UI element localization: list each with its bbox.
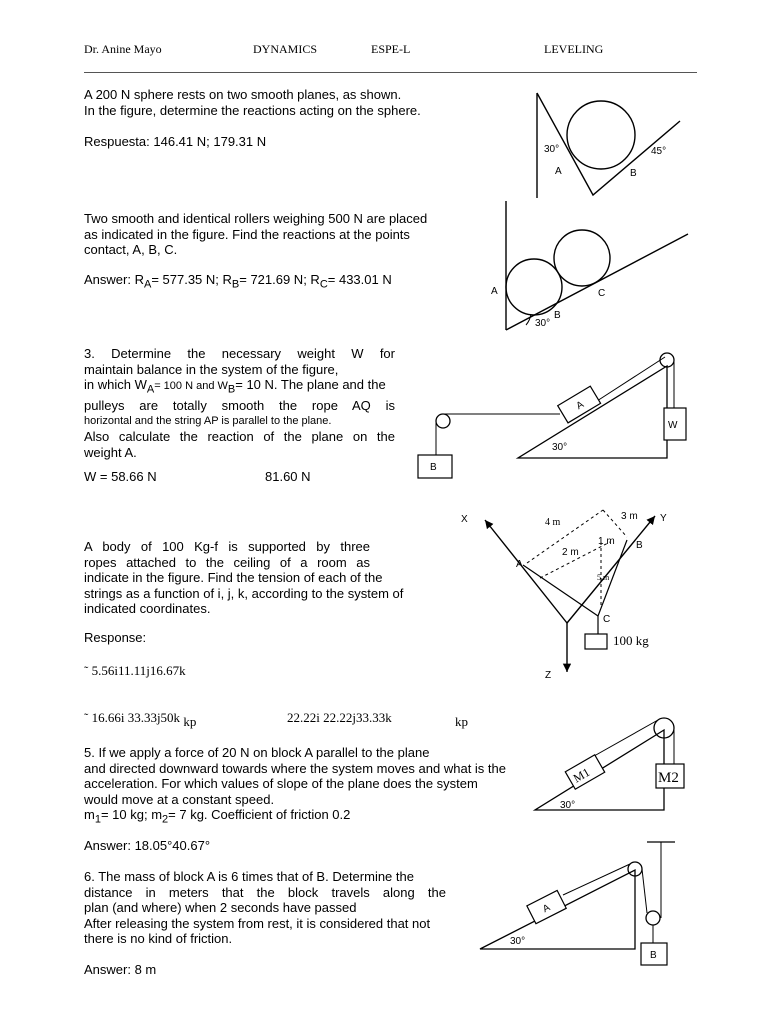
fig4-point-c: C — [603, 614, 611, 625]
problem-1-answer: Respuesta: 146.41 N; 179.31 N — [84, 134, 267, 149]
problem-2-text: Two smooth and identical rollers weighing 500 N are placed as indicated in the figure. Find the reactions at the points contact, A, B, C. — [84, 211, 428, 257]
problem-4-figure — [455, 500, 695, 685]
fig2-label-a: A — [491, 286, 498, 297]
fig4-mass-label: 100 kg — [613, 633, 649, 648]
fig4-dim-5m: 5 m — [597, 573, 610, 582]
problem-5-figure — [530, 712, 700, 817]
fig5-block-m2: M2 — [658, 770, 679, 786]
fig4-point-a: A — [516, 559, 523, 570]
problem-4-response-label: Response: — [84, 630, 147, 645]
fig6-angle: 30° — [510, 936, 526, 947]
problem-1-text: A 200 N sphere rests on two smooth planes, as shown. In the figure, determine the reactions acting on the sphere. — [84, 87, 421, 118]
header-author: Dr. Anine Mayo — [84, 42, 162, 56]
header-course: DYNAMICS — [253, 42, 318, 56]
fig4-dim-1m: 1 m — [598, 536, 615, 547]
problem-3-answer-w: W = 58.66 N — [84, 469, 157, 484]
fig1-label-a: A — [555, 166, 562, 177]
problem-5-answer: Answer: 18.05°40.67° — [84, 838, 211, 853]
header-school: ESPE-L — [371, 42, 411, 56]
problem-4-eq3: 22.22i 22.22j33.33k kp — [287, 710, 468, 729]
fig4-axis-z: Z — [545, 670, 552, 681]
fig4-axis-x: X — [461, 514, 468, 525]
problem-3-answer-r: 81.60 N — [265, 469, 311, 484]
header-rule — [84, 72, 697, 73]
fig3-block-w: W — [668, 420, 678, 431]
problem-2-figure — [488, 196, 698, 336]
fig3-block-b: B — [430, 462, 437, 473]
fig1-label-b: B — [630, 168, 637, 179]
fig2-angle: 30° — [535, 318, 551, 329]
problem-4-eq1: ˜ 5.56i11.11j16.67k — [84, 663, 186, 678]
fig6-block-a: A — [541, 902, 553, 916]
header-level: LEVELING — [544, 42, 604, 56]
problem-6-text: 6. The mass of block A is 6 times that of B. Determine the distance in meters that the block travels along the plan (and where) when 2 seconds have passed After releasing the system from rest, it is considered that not there is no kind of friction. — [84, 869, 446, 946]
problem-6-answer: Answer: 8 m — [84, 962, 157, 977]
problem-1-figure — [520, 88, 700, 208]
fig5-block-m1: M1 — [570, 764, 593, 786]
problem-4-text: A body of 100 Kg-f is supported by three ropes attached to the ceiling of a room as indicate in the figure. Find the tension of each of the strings as a function of i, j, k, according to the system of indicated coordinates. — [84, 539, 404, 616]
fig5-angle: 30° — [560, 800, 576, 811]
problem-6-figure — [475, 838, 695, 968]
fig1-angle-right: 45° — [651, 146, 667, 157]
fig4-dim-4m: 4 m — [545, 517, 561, 528]
problem-5-text: 5. If we apply a force of 20 N on block A parallel to the plane and directed downward towards where the system moves and what is the acceleration. For which values of slope of the plane does the system would move at a constant speed. $m_1= 10$ kg; $m_2= 7$ kg. Coefficient of friction 0.2 — [84, 745, 506, 826]
fig4-dim-3m: 3 m — [621, 511, 638, 522]
fig4-point-b: B — [636, 540, 643, 551]
problem-2-answer: Answer: $R_A= 577.35$ N; $R_B= 721.69$ N; $R_C= 433.01$ N — [84, 272, 392, 291]
fig3-angle: 30° — [552, 442, 568, 453]
problem-4-eq2: ˜ 16.66i 33.33j50k kp — [84, 710, 197, 729]
problem-3-text: 3. Determine the necessary weight W for maintain balance in the system of the figure, in which $W_A= 100$ N and $W_B= 10$ N. The plane and the pulleys are totally smooth the rope AQ is horizontal and the string AP is parallel to the plane. Also calculate the reaction of the plane on the weight A. — [84, 346, 395, 460]
fig2-label-b: B — [554, 310, 561, 321]
fig3-block-a: A — [574, 399, 586, 413]
fig2-label-c: C — [598, 288, 606, 299]
fig1-angle-left: 30° — [544, 144, 560, 155]
problem-3-figure — [410, 340, 700, 485]
fig6-block-b: B — [650, 950, 657, 961]
fig4-dim-2m: 2 m — [562, 547, 579, 558]
fig4-axis-y: Y — [660, 513, 667, 524]
